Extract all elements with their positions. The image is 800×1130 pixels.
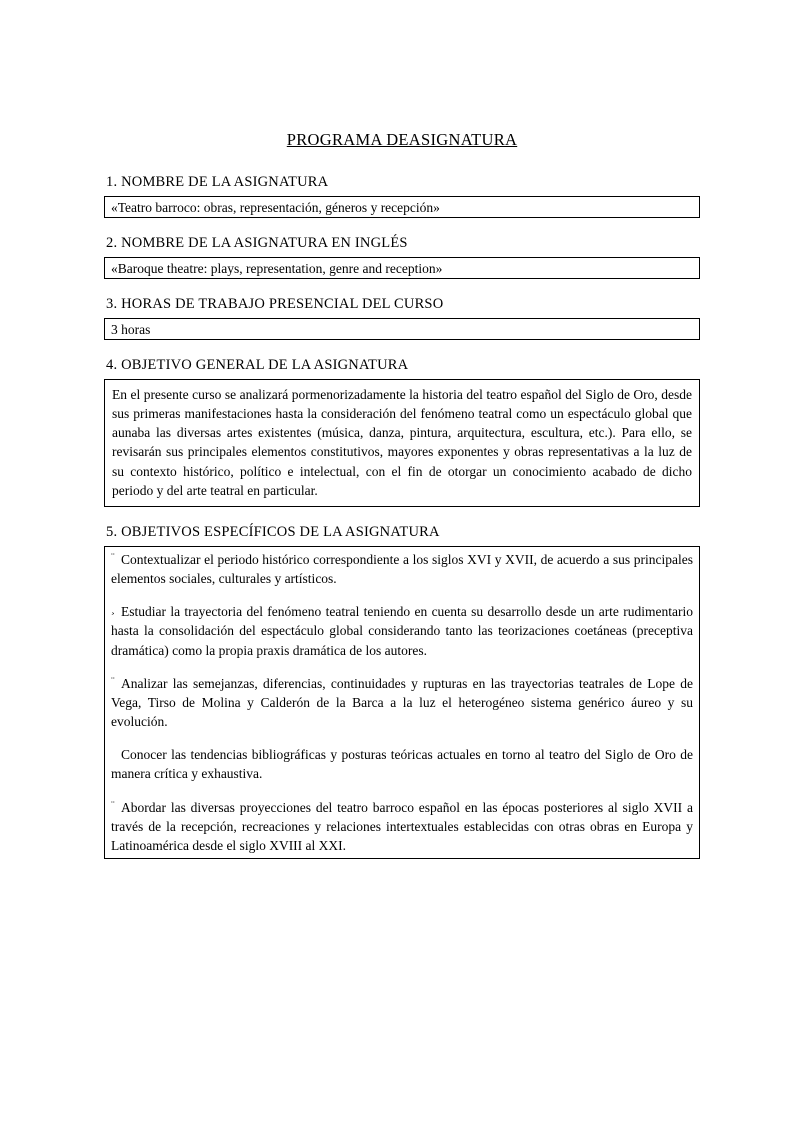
section-heading-5: 5. OBJETIVOS ESPECÍFICOS DE LA ASIGNATURA bbox=[106, 523, 440, 540]
field-nombre-asignatura-ingles: «Baroque theatre: plays, representation, genre and reception» bbox=[104, 257, 700, 279]
list-item-text: Contextualizar el periodo histórico correspondiente a los siglos XVI y XVII, de acuerdo a sus principales elementos sociales, culturales y artísticos. bbox=[111, 551, 693, 587]
list-item-text: Conocer las tendencias bibliográficas y posturas teóricas actuales en torno al teatro del Siglo de Oro de manera crítica y exhaustiva. bbox=[111, 747, 693, 782]
field-objetivo-general bbox=[104, 379, 700, 507]
list-item-text: Analizar las semejanzas, diferencias, continuidades y rupturas en las trayectorias teatrales de Lope de Vega, Tirso de Molina y Calderón de la Barca a la luz el heterogéneo sistema genérico áureo y su evolución. bbox=[111, 675, 693, 730]
list-item bbox=[111, 602, 693, 659]
list-item bbox=[111, 674, 693, 731]
field-objetivos-especificos bbox=[104, 546, 700, 859]
section-heading-2: 2. NOMBRE DE LA ASIGNATURA EN INGLÉS bbox=[106, 235, 408, 251]
section-heading-4: 4. OBJETIVO GENERAL DE LA ASIGNATURA bbox=[106, 357, 409, 373]
objetivo-general-text: En el presente curso se analizará pormenorizadamente la historia del teatro español del Siglo de Oro, desde sus primeras manifestaciones hasta la consideración del fenómeno teatral como un espectáculo global que aunaba las diversas artes existentes (música, danza, pintura, arquitectura, escultura, etc.). Para ello, se revisarán sus principales elementos constitutivos, mayores exponentes y obras representativas a la luz de su contexto histórico, político e intelectual, con el fin de otorgar un conocimiento acabado de dicho periodo y del arte teatral en particular. bbox=[112, 387, 692, 498]
bullet-marker: ¨ bbox=[111, 674, 115, 687]
list-item bbox=[111, 798, 693, 855]
section-heading-1: 1. NOMBRE DE LA ASIGNATURA bbox=[106, 174, 329, 190]
list-item bbox=[111, 550, 693, 588]
page-title: PROGRAMA DEASIGNATURA bbox=[286, 130, 518, 149]
bullet-marker: ¸ bbox=[111, 603, 115, 616]
field-nombre-asignatura: «Teatro barroco: obras, representación, géneros y recepción» bbox=[104, 196, 700, 218]
list-item-text: Estudiar la trayectoria del fenómeno teatral teniendo en cuenta su desarrollo desde un arte rudimentario hasta la consolidación del espectáculo global considerando tanto las teorizaciones coetáneas (preceptiva dramática) como la propia praxis dramática de los autores. bbox=[111, 604, 693, 658]
bullet-marker: ¨ bbox=[111, 798, 115, 811]
list-item-text: Abordar las diversas proyecciones del teatro barroco español en las épocas posteriores al siglo XVII a través de la recepción, recreaciones y relaciones intertextuales establecidas con otras obras en Europa y Latinoamérica desde el siglo XVIII al XXI. bbox=[111, 799, 693, 853]
field-horas-trabajo: 3 horas bbox=[104, 318, 700, 340]
bullet-marker: ¨ bbox=[111, 550, 115, 563]
list-item bbox=[111, 745, 693, 783]
section-heading-3: 3. HORAS DE TRABAJO PRESENCIAL DEL CURSO bbox=[106, 296, 444, 312]
